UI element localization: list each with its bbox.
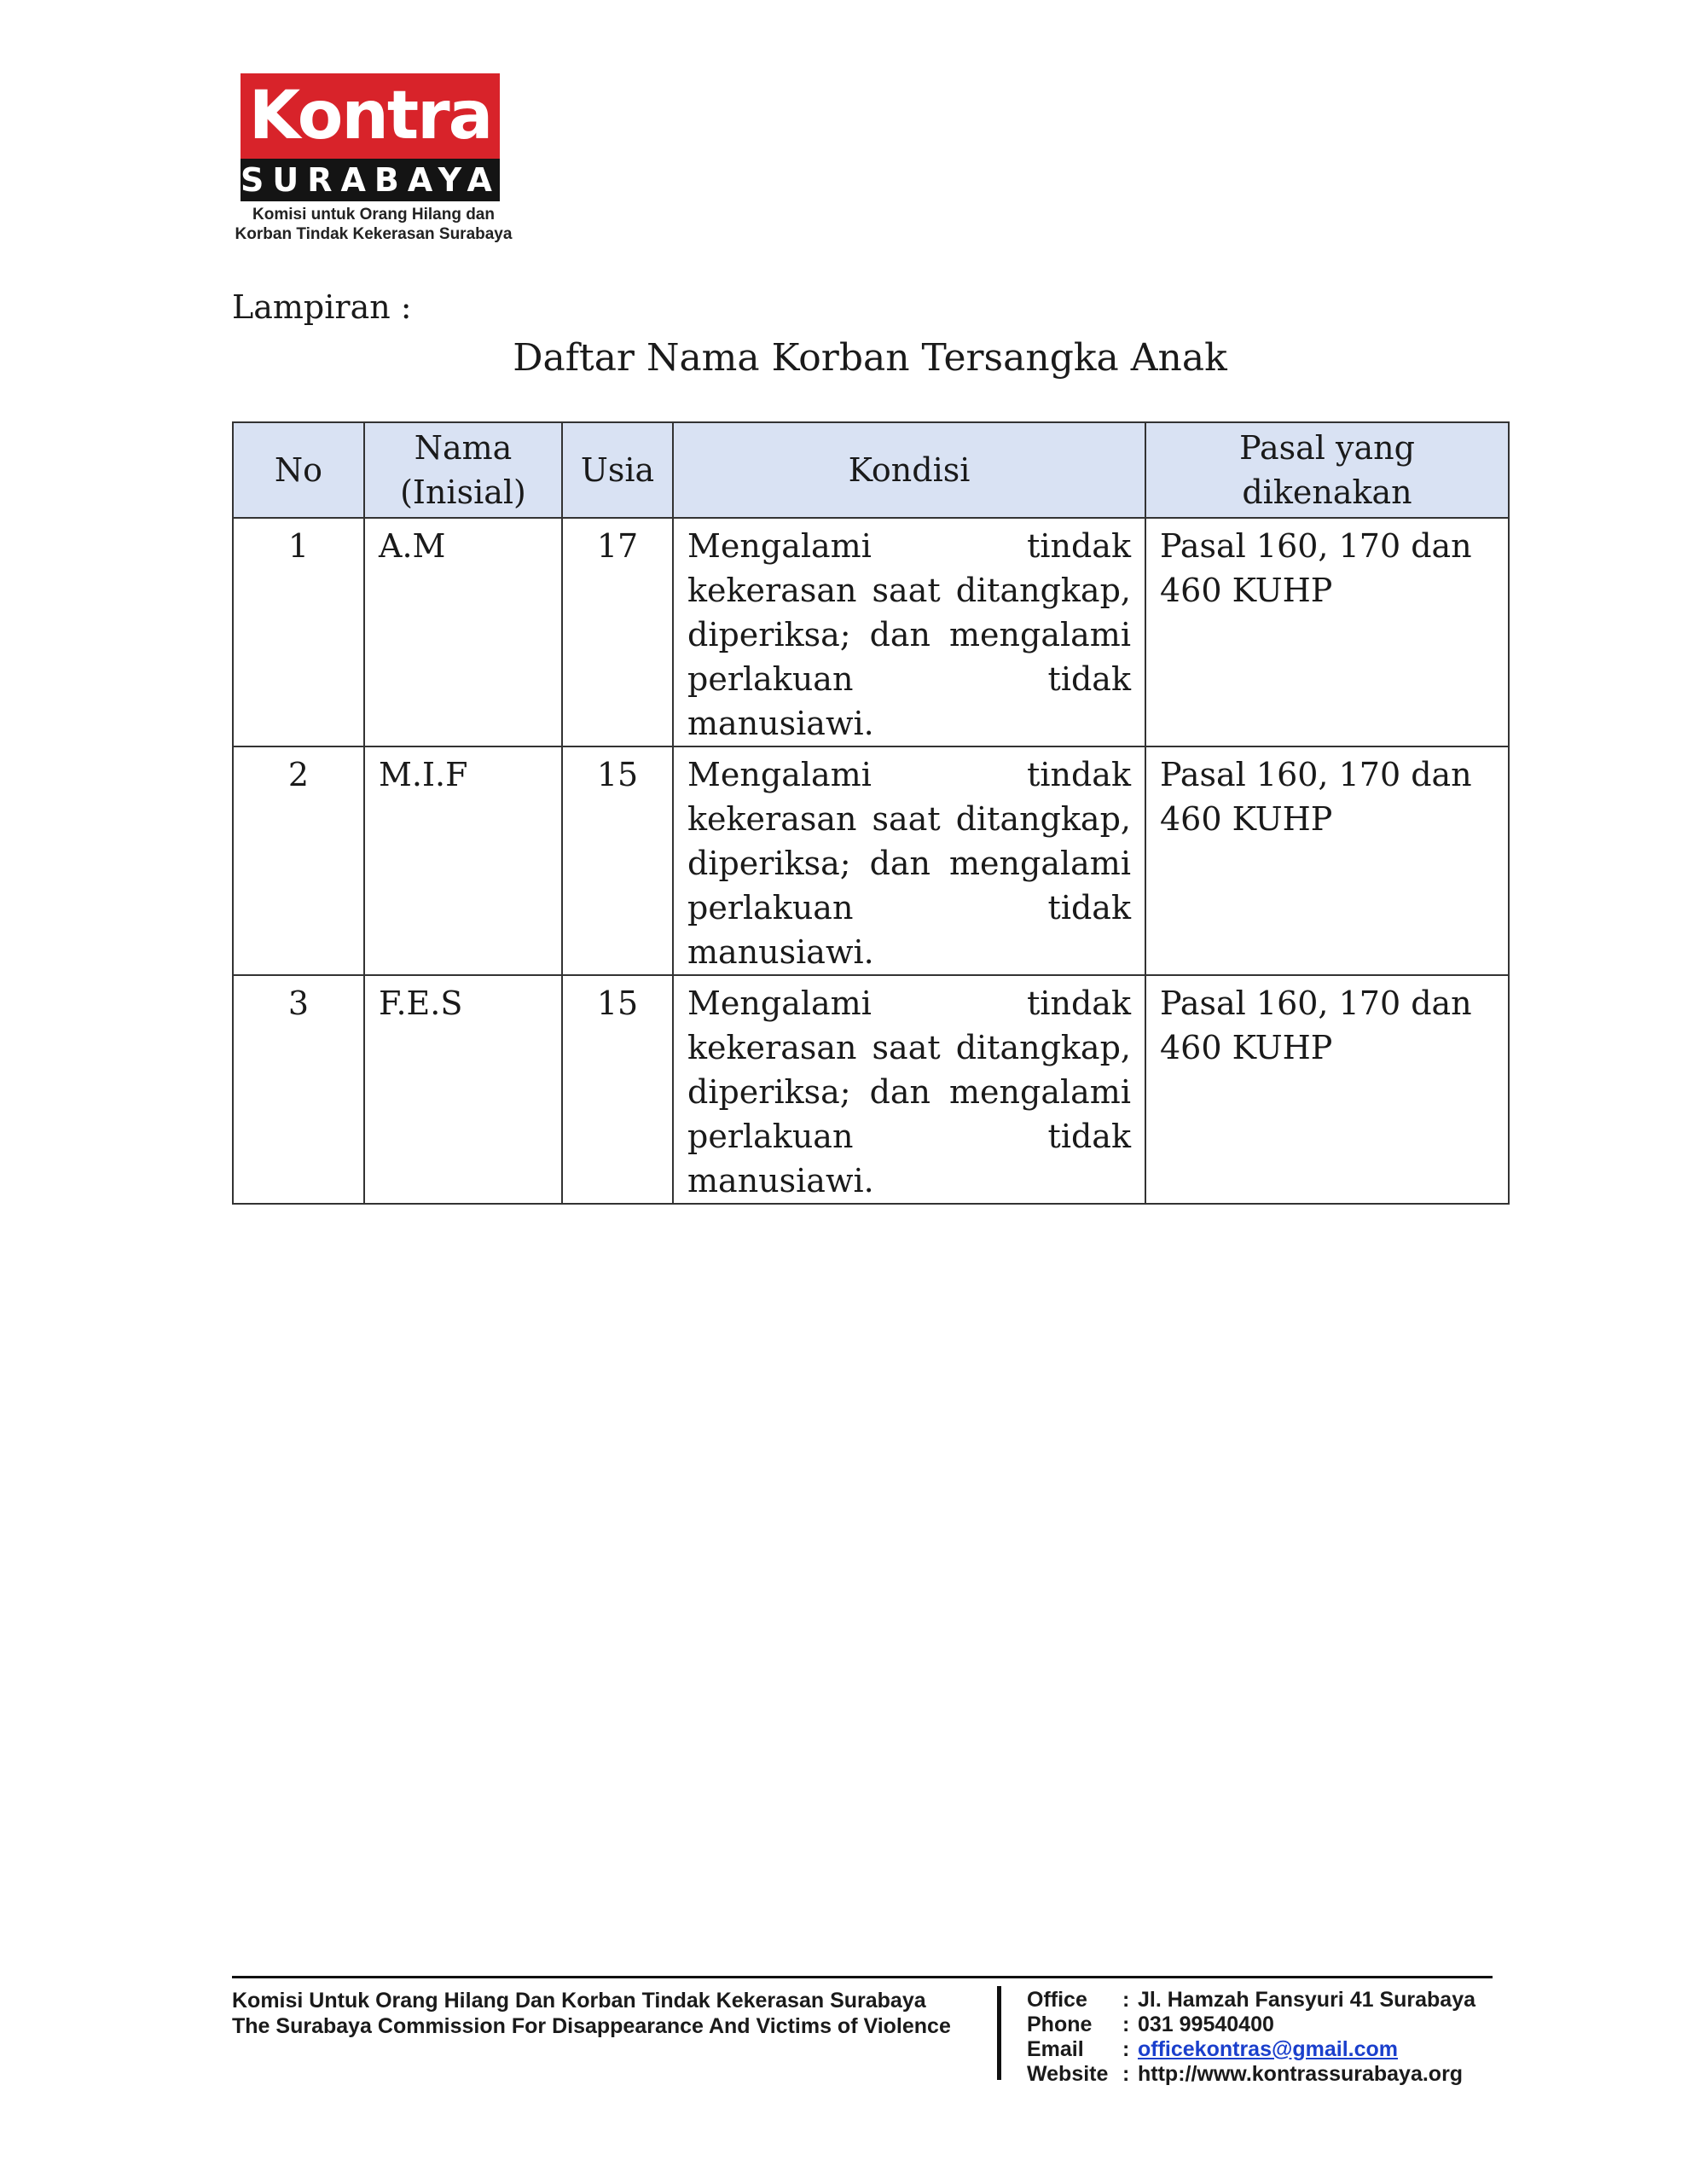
cell-pasal: Pasal 160, 170 dan 460 KUHP [1145, 746, 1509, 975]
table-row [233, 746, 1509, 975]
cell-pasal: Pasal 160, 170 dan 460 KUHP [1145, 975, 1509, 1204]
contact-office-value: Jl. Hamzah Fansyuri 41 Surabaya [1138, 1988, 1476, 2012]
contact-office-label: Office [1027, 1988, 1087, 2012]
cell-nama: M.I.F [364, 746, 562, 975]
footer-org-name-en: The Surabaya Commission For Disappearance And Victims of Violence [232, 2014, 951, 2038]
cell-kondisi: Mengalami tindak kekerasan saat ditangkap, diperiksa; dan mengalami perlakuan tidak manusiawi. [673, 518, 1145, 746]
contact-separator: : [1122, 2037, 1130, 2061]
document-title: Daftar Nama Korban Tersangka Anak [513, 336, 1227, 380]
header-no: No [233, 422, 364, 518]
table-row [233, 975, 1509, 1204]
cell-nama: A.M [364, 518, 562, 746]
cell-kondisi: Mengalami tindak kekerasan saat ditangkap, diperiksa; dan mengalami perlakuan tidak manusiawi. [673, 746, 1145, 975]
cell-pasal: Pasal 160, 170 dan 460 KUHP [1145, 518, 1509, 746]
header-usia: Usia [562, 422, 673, 518]
header-kondisi: Kondisi [673, 422, 1145, 518]
table-body [233, 518, 1509, 1204]
header-nama-line2: (Inisial) [400, 473, 526, 511]
cell-nama: F.E.S [364, 975, 562, 1204]
logo-tagline [232, 205, 515, 244]
cell-usia: 15 [562, 975, 673, 1204]
table-row [233, 518, 1509, 746]
kontras-logo [232, 73, 515, 244]
contact-separator: : [1122, 2062, 1130, 2086]
contact-phone [1027, 2013, 1475, 2037]
footer-rule [232, 1976, 1493, 1978]
logo-word-main: Kontra [248, 78, 492, 154]
logo-city: SURABAYA [241, 159, 500, 201]
footer-organization [232, 1988, 951, 2039]
contact-email-link[interactable]: officekontras@gmail.com [1138, 2037, 1399, 2061]
cell-no: 3 [233, 975, 364, 1204]
contact-separator: : [1122, 2013, 1130, 2036]
footer-contacts [1027, 1988, 1475, 2087]
header-nama-line1: Nama [414, 429, 513, 467]
contact-separator: : [1122, 1988, 1130, 2012]
contact-phone-value: 031 99540400 [1138, 2013, 1274, 2036]
footer-org-name-id: Komisi Untuk Orang Hilang Dan Korban Tindak Kekerasan Surabaya [232, 1989, 926, 2013]
contact-website-label: Website [1027, 2062, 1109, 2086]
cell-kondisi: Mengalami tindak kekerasan saat ditangkap, diperiksa; dan mengalami perlakuan tidak manusiawi. [673, 975, 1145, 1204]
cell-no: 2 [233, 746, 364, 975]
cell-usia: 17 [562, 518, 673, 746]
victims-table [232, 421, 1510, 1205]
contact-website-value: http://www.kontrassurabaya.org [1138, 2062, 1464, 2086]
logo-tagline-line2: Korban Tindak Kekerasan Surabaya [235, 225, 513, 243]
footer-divider [997, 1986, 1001, 2080]
contact-office [1027, 1988, 1475, 2013]
logo-wordmark [241, 73, 500, 159]
contact-email-label: Email [1027, 2037, 1084, 2061]
contact-phone-label: Phone [1027, 2013, 1093, 2036]
header-nama [364, 422, 562, 518]
table-header-row [233, 422, 1509, 518]
contact-email [1027, 2037, 1475, 2062]
attachment-label: Lampiran : [232, 288, 412, 326]
header-pasal: Pasal yang dikenakan [1145, 422, 1509, 518]
contact-website [1027, 2062, 1475, 2087]
cell-usia: 15 [562, 746, 673, 975]
table-header [233, 422, 1509, 518]
cell-no: 1 [233, 518, 364, 746]
logo-tagline-line1: Komisi untuk Orang Hilang dan [252, 206, 495, 224]
